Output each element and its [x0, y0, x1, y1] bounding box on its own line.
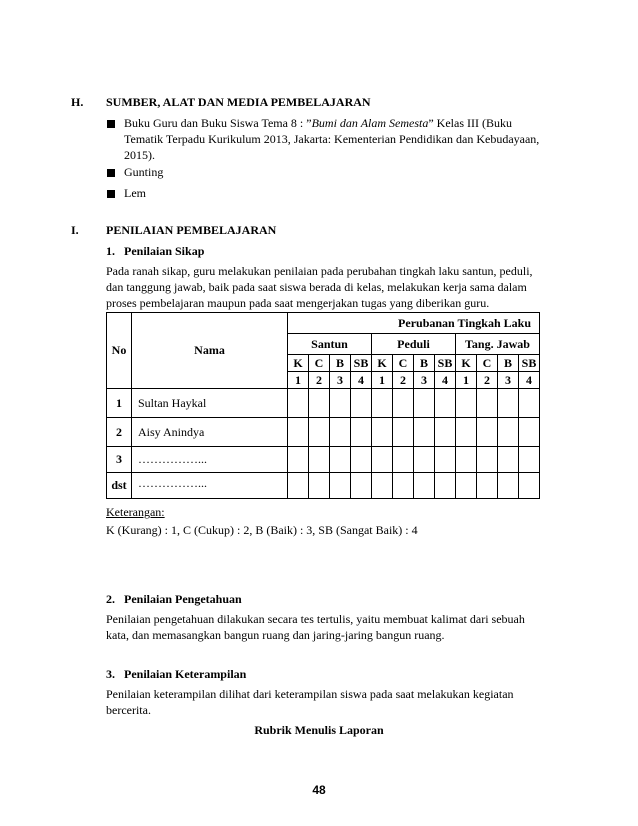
grade-code: SB [435, 355, 456, 372]
book-reference-line1 [124, 115, 564, 131]
row-nama: Sultan Haykal [132, 389, 288, 418]
table-row [107, 447, 540, 473]
grade-code: B [498, 355, 519, 372]
pengetahuan-heading-text: Penilaian Pengetahuan [124, 592, 242, 606]
section-h-title: SUMBER, ALAT DAN MEDIA PEMBELAJARAN [106, 95, 371, 109]
sikap-number: 1. [106, 244, 115, 258]
sikap-paragraph-line1: Pada ranah sikap, guru melakukan penilaian pada perubahan tingkah laku santun, peduli, [106, 264, 533, 278]
grade-code: C [477, 355, 498, 372]
bullet-square-icon [107, 169, 115, 177]
grade-score: 1 [456, 372, 477, 389]
keterampilan-paragraph [106, 686, 562, 718]
grade-code: B [330, 355, 351, 372]
book-suffix: ” Kelas III (Buku [428, 116, 512, 130]
pengetahuan-paragraph-line1: Penilaian pengetahuan dilakukan secara tes tertulis, yaitu membuat kalimat dari sebuah [106, 612, 525, 626]
grade-code: K [372, 355, 393, 372]
pengetahuan-paragraph [106, 611, 562, 643]
header-tanggung-jawab: Tang. Jawab [456, 334, 540, 355]
grade-score: 1 [372, 372, 393, 389]
grade-score: 2 [477, 372, 498, 389]
section-h-letter: H. [71, 95, 84, 109]
keterangan-label: Keterangan: [106, 505, 165, 519]
sikap-heading [106, 244, 204, 259]
table-row [107, 418, 540, 447]
keterampilan-paragraph-line1: Penilaian keterampilan dilihat dari keterampilan siswa pada saat melakukan kegiatan [106, 687, 514, 701]
grade-code: B [414, 355, 435, 372]
grade-code: K [288, 355, 309, 372]
pengetahuan-heading [106, 592, 242, 607]
bullet-book-reference [124, 115, 564, 163]
book-reference-line2: Tematik Terpadu Kurikulum 2013, Jakarta: Kementerian Pendidikan dan Kebudayaan, [124, 132, 540, 146]
bullet-square-icon [107, 120, 115, 128]
sikap-assessment-table [106, 312, 540, 499]
keterangan-text: K (Kurang) : 1, C (Cukup) : 2, B (Baik) : 3, SB (Sangat Baik) : 4 [106, 523, 418, 537]
grade-score: 3 [414, 372, 435, 389]
grade-score: 1 [288, 372, 309, 389]
keterampilan-heading [106, 667, 246, 682]
header-santun: Santun [288, 334, 372, 355]
section-i-letter: I. [71, 223, 79, 237]
grade-score: 3 [498, 372, 519, 389]
keterampilan-number: 3. [106, 667, 115, 681]
grade-score: 4 [435, 372, 456, 389]
bullet-lem: Lem [124, 186, 146, 200]
pengetahuan-number: 2. [106, 592, 115, 606]
grade-code: K [456, 355, 477, 372]
table-row [107, 473, 540, 499]
book-prefix: Buku Guru dan Buku Siswa Tema 8 : ” [124, 116, 312, 130]
header-no: No [107, 313, 132, 389]
keterampilan-heading-text: Penilaian Keterampilan [124, 667, 247, 681]
row-nama: Aisy Anindya [132, 418, 288, 447]
sikap-paragraph-line2: dan tanggung jawab, baik pada saat siswa berada di kelas, melakukan kerja sama dalam [106, 280, 527, 294]
header-peduli: Peduli [372, 334, 456, 355]
header-perubahan-tingkah-laku: Perubanan Tingkah Laku [288, 313, 540, 334]
pengetahuan-paragraph-line2: kata, dan memasangkan bangun ruang dan jaring-jaring bangun ruang. [106, 628, 445, 642]
table-row [107, 389, 540, 418]
row-nama: ……………... [132, 447, 288, 473]
grade-code: SB [351, 355, 372, 372]
row-no: 1 [107, 389, 132, 418]
sikap-paragraph [106, 263, 562, 311]
grade-score: 3 [330, 372, 351, 389]
bullet-gunting: Gunting [124, 165, 164, 179]
grade-score: 2 [393, 372, 414, 389]
bullet-square-icon [107, 190, 115, 198]
keterampilan-paragraph-line2: bercerita. [106, 703, 151, 717]
grade-score: 4 [351, 372, 372, 389]
book-title: Bumi dan Alam Semesta [311, 116, 429, 130]
row-nama: ……………... [132, 473, 288, 499]
row-no: 2 [107, 418, 132, 447]
rubric-title: Rubrik Menulis Laporan [254, 723, 384, 737]
sikap-heading-text: Penilaian Sikap [124, 244, 205, 258]
grade-score: 4 [519, 372, 540, 389]
book-reference-line3: 2015). [124, 148, 155, 162]
grade-code: SB [519, 355, 540, 372]
header-nama: Nama [132, 313, 288, 389]
sikap-paragraph-line3: proses pembelajaran maupun pada saat mengerjakan tugas yang diberikan guru. [106, 296, 490, 310]
row-no: dst [107, 473, 132, 499]
grade-code: C [393, 355, 414, 372]
page-number: 48 [312, 783, 326, 797]
section-i-title: PENILAIAN PEMBELAJARAN [106, 223, 277, 237]
grade-code: C [309, 355, 330, 372]
row-no: 3 [107, 447, 132, 473]
grade-score: 2 [309, 372, 330, 389]
